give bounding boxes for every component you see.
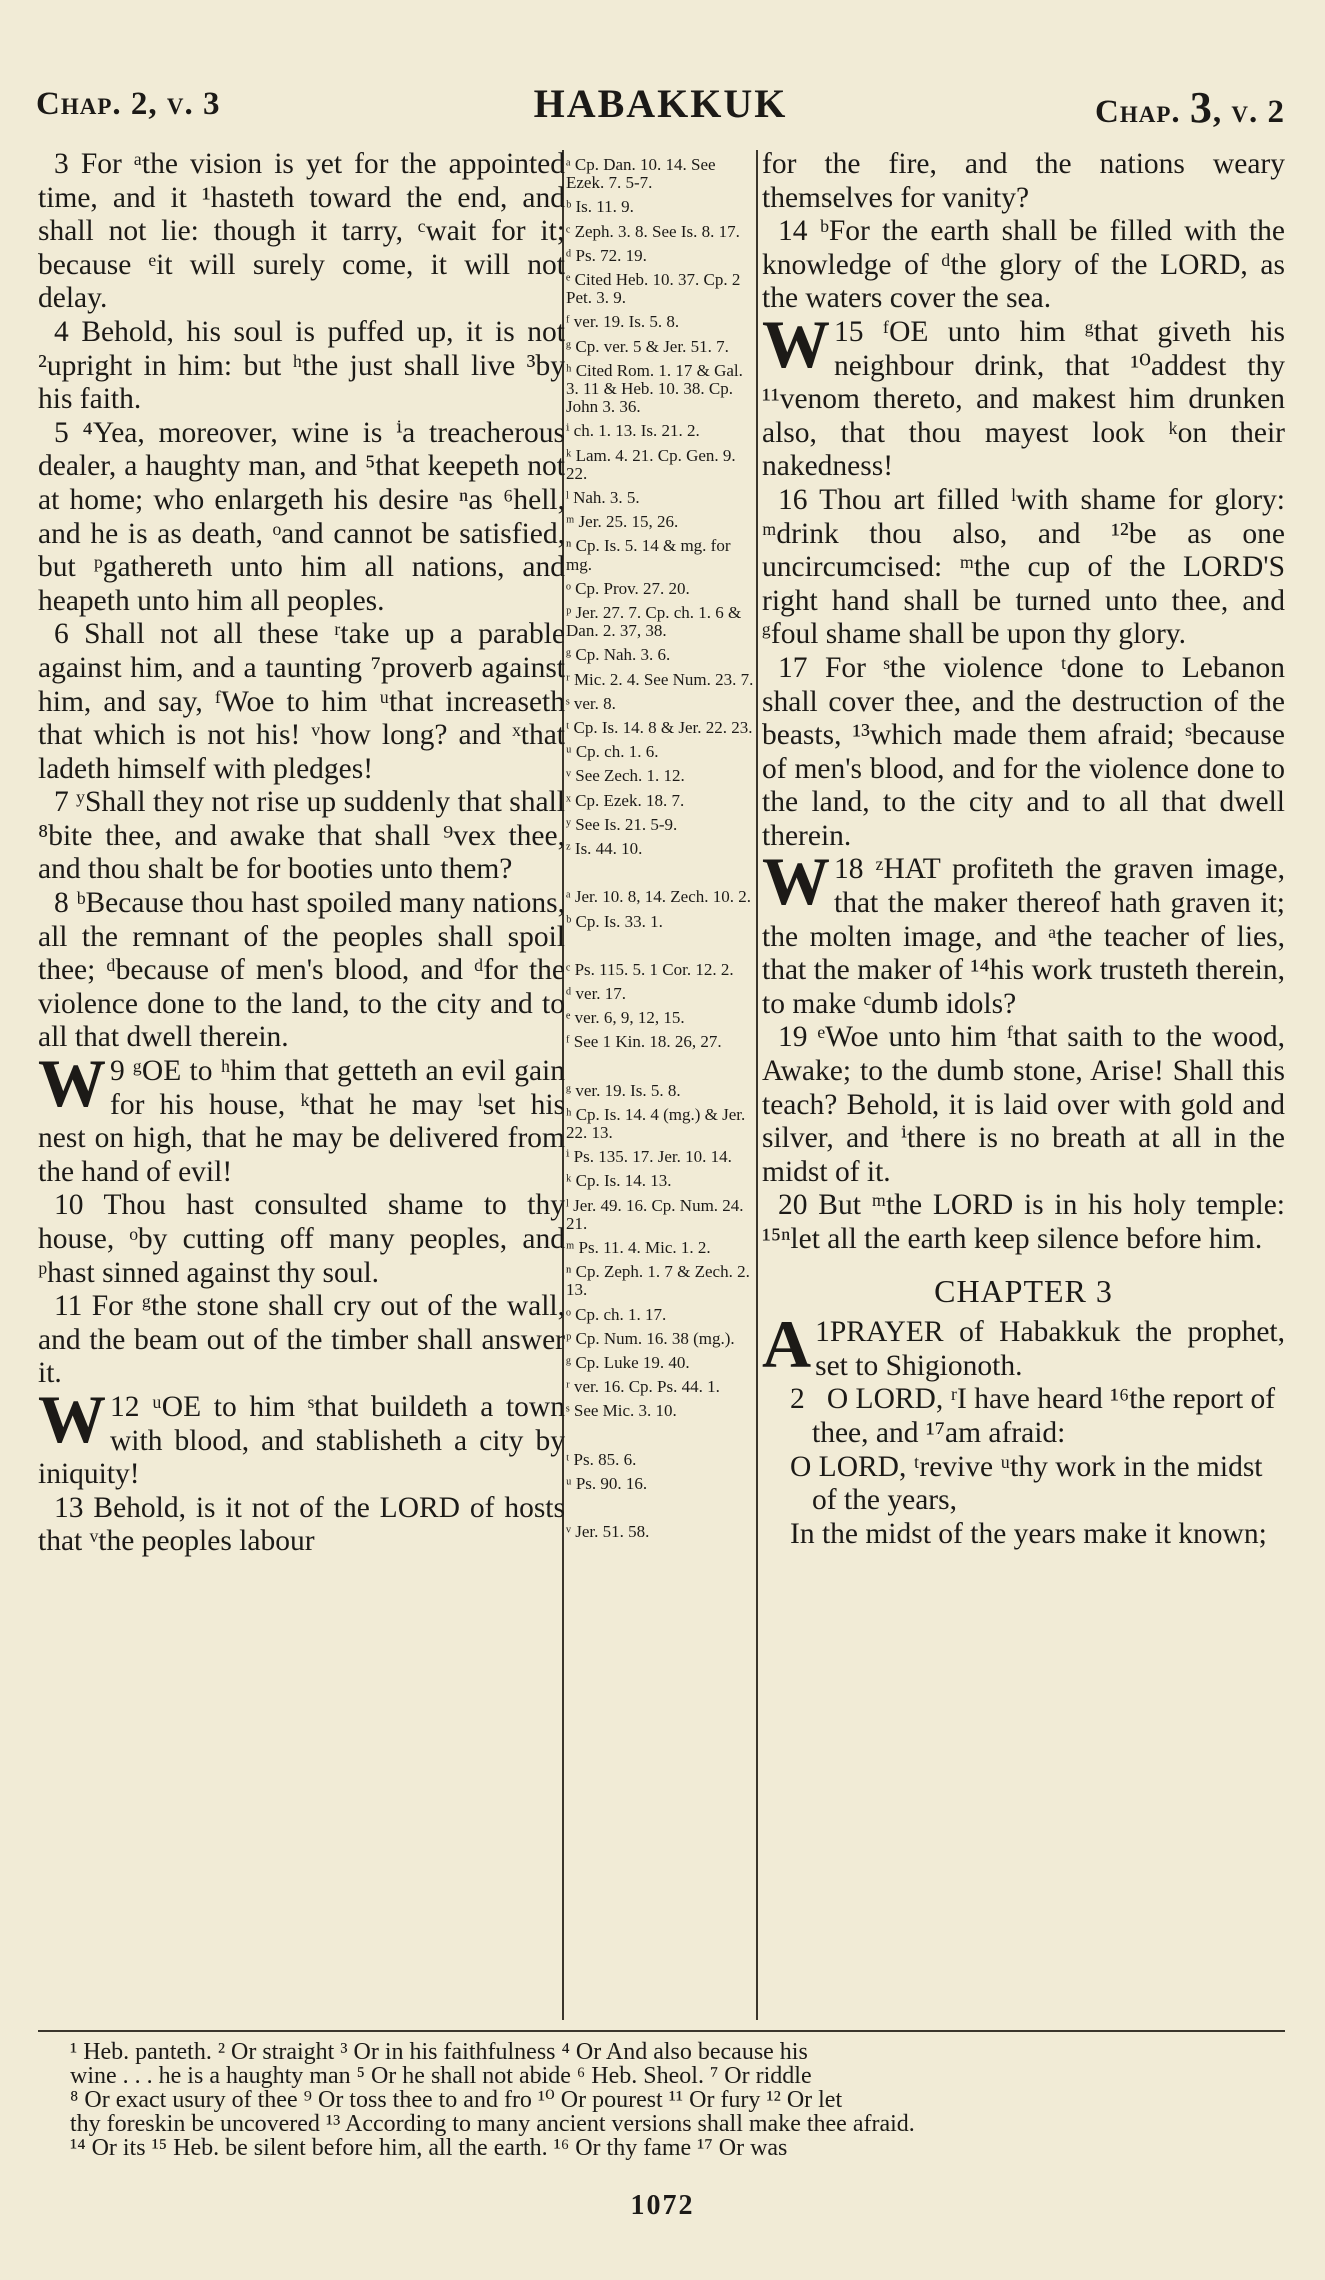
footnotes bbox=[70, 2040, 1285, 2160]
drop-cap-w-12: W bbox=[38, 1380, 106, 1457]
cross-reference-item: ᵇ Cp. Is. 33. 1. bbox=[566, 911, 663, 931]
cross-reference-item: ᵉ Cited Heb. 10. 37. Cp. 2 Pet. 3. 9. bbox=[566, 270, 741, 308]
verse-2-4: 4 Behold, his soul is puffed up, it is not ²upright in him: but ʰthe just shall live ³by his faith. bbox=[38, 315, 565, 416]
cross-reference-item: ᵗ Cp. Is. 14. 8 & Jer. 22. 23. bbox=[566, 718, 753, 738]
verse-2-18 bbox=[762, 843, 1285, 1021]
cross-reference-item: ⁿ Cp. Zeph. 1. 7 & Zech. 2. 13. bbox=[566, 1262, 750, 1300]
verse-2-14: 14 ᵇFor the earth shall be filled with the knowledge of ᵈthe glory of the LORD, as the waters cover the sea. bbox=[762, 215, 1285, 315]
poem-line-1: O LORD, ʳI have heard ¹⁶the report of thee, and ¹⁷am afraid: bbox=[812, 1383, 1276, 1449]
cross-reference-item: ᵖ Cp. Num. 16. 38 (mg.). bbox=[566, 1328, 735, 1348]
verse-3-1-text: PRAYER of Habakkuk the prophet, set to Shigionoth. bbox=[815, 1316, 1285, 1382]
cross-reference-item: ᵍ Cp. ver. 5 & Jer. 51. 7. bbox=[566, 336, 729, 356]
cross-reference-item: ᵒ Cp. Prov. 27. 20. bbox=[566, 578, 690, 598]
cross-reference-item: ᵐ Jer. 25. 15, 26. bbox=[566, 512, 679, 532]
verse-2-9-number: 9 ᵍ bbox=[110, 1055, 142, 1088]
cross-reference-item: ᵘ Ps. 90. 16. bbox=[566, 1473, 648, 1493]
verse-2-5: 5 ⁴Yea, moreover, wine is ⁱa treacherous dealer, a haughty man, and ⁵that keepeth not at home; who enlargeth his desire ⁿas ⁶hell, and he is as death, ᵒand cannot be satisfied, but ᵖgathereth unto him all nations, and heapeth unto him all peoples. bbox=[38, 416, 565, 617]
footnote-line-4: thy foreskin be uncovered ¹³ According to many ancient versions shall make thee afraid. bbox=[70, 2112, 915, 2136]
cross-reference-item: ʳ Mic. 2. 4. See Num. 23. 7. bbox=[566, 669, 754, 689]
drop-cap-w-9: W bbox=[38, 1045, 106, 1122]
cross-reference-item: ᶻ Is. 44. 10. bbox=[566, 839, 643, 859]
cross-reference-item: ᶜ Zeph. 3. 8. See Is. 8. 17. bbox=[566, 221, 740, 241]
header-right-suffix: , v. 2 bbox=[1212, 94, 1285, 130]
reference-gap bbox=[566, 937, 756, 961]
verse-3-2-number: 2 bbox=[790, 1383, 805, 1416]
verse-2-8: 8 ᵇBecause thou hast spoiled many nations, all the remnant of the peoples shall spoil thee; ᵈbecause of men's blood, and ᵈfor the violence done to the land, to the city and to all that dwell therein. bbox=[38, 887, 565, 1054]
cross-reference-item: ᵈ ver. 17. bbox=[566, 983, 627, 1003]
page-header bbox=[36, 76, 1285, 136]
cross-reference-item: ᵃ Cp. Dan. 10. 14. See Ezek. 7. 5-7. bbox=[566, 155, 716, 193]
verse-2-13-continued: for the fire, and the nations weary themselves for vanity? bbox=[762, 148, 1285, 214]
verse-2-15 bbox=[762, 305, 1286, 484]
verse-2-7: 7 ʸShall they not rise up suddenly that shall ⁸bite thee, and awake that shall ⁹vex thee, and thou shalt be for booties unto them? bbox=[38, 786, 565, 886]
cross-reference-item: ᵏ Lam. 4. 21. Cp. Gen. 9. 22. bbox=[566, 445, 736, 483]
cross-reference-item: ᵏ Cp. Is. 14. 13. bbox=[566, 1171, 672, 1191]
cross-reference-item: ˡ Nah. 3. 5. bbox=[566, 488, 640, 508]
verse-2-15-number: 15 ᶠ bbox=[834, 315, 890, 348]
chapter-3-heading: CHAPTER 3 bbox=[934, 1272, 1113, 1309]
cross-reference-item: ᵗ Ps. 85. 6. bbox=[566, 1449, 637, 1469]
reference-gap bbox=[566, 1499, 756, 1523]
cross-reference-item: ᵍ Cp. Luke 19. 40. bbox=[566, 1352, 690, 1372]
reference-gap bbox=[566, 864, 756, 888]
cross-reference-item: ᵛ See Zech. 1. 12. bbox=[566, 766, 685, 786]
header-right-reference bbox=[1095, 82, 1285, 133]
cross-reference-item: ᵛ Jer. 51. 58. bbox=[566, 1521, 650, 1541]
cross-reference-item: ᵘ Cp. ch. 1. 6. bbox=[566, 742, 659, 762]
header-right-prefix: Chap. bbox=[1094, 94, 1190, 130]
cross-reference-column bbox=[566, 156, 756, 1547]
cross-reference-item: ˢ ver. 8. bbox=[566, 693, 616, 713]
verse-2-9 bbox=[38, 1045, 565, 1189]
footnote-line-5: ¹⁴ Or its ¹⁵ Heb. be silent before him, all the earth. ¹⁶ Or thy fame ¹⁷ Or was bbox=[70, 2136, 788, 2160]
verse-2-16: 16 Thou art filled ˡwith shame for glory: ᵐdrink thou also, and ¹²be as one uncircumcised: ᵐthe cup of the LORD'S right hand shall be turned unto thee, and ᵍfoul shame shall be upon thy glory. bbox=[762, 483, 1285, 651]
verse-2-11: 11 For ᵍthe stone shall cry out of the wall, and the beam out of the timber shall answer it. bbox=[38, 1290, 565, 1390]
page-number: 1072 bbox=[630, 2190, 695, 2221]
drop-cap-w-18: W bbox=[762, 843, 830, 920]
verse-3-1 bbox=[762, 1306, 1285, 1383]
cross-reference-item: ᵍ Cp. Nah. 3. 6. bbox=[566, 645, 671, 665]
verse-2-13: 13 Behold, is it not of the LORD of hosts that ᵛthe peoples labour bbox=[38, 1491, 565, 1558]
footnote-line-2: wine . . . he is a haughty man ⁵ Or he shall not abide ⁶ Heb. Sheol. ⁷ Or riddle bbox=[70, 2064, 812, 2088]
cross-reference-item: ⁱ ch. 1. 13. Is. 21. 2. bbox=[566, 421, 700, 441]
verse-2-3: 3 For ᵃthe vision is yet for the appointed time, and it ¹hasteth toward the end, and shall not lie: though it tarry, ᶜwait for it; because ᵉit will surely come, it will not delay. bbox=[38, 148, 565, 315]
verse-2-18-number: 18 ᶻ bbox=[834, 853, 884, 886]
verse-3-2-line-1 bbox=[762, 1383, 1285, 1450]
header-book-title: HABAKKUK bbox=[533, 81, 788, 126]
poem-line-2: O LORD, ᵗrevive ᵘthy work in the midst of the years, bbox=[790, 1450, 1263, 1517]
cross-reference-item: ᶜ Ps. 115. 5. 1 Cor. 12. 2. bbox=[566, 959, 734, 979]
header-right-chapter: 3 bbox=[1189, 83, 1213, 132]
verse-2-12-number: 12 ᵘ bbox=[110, 1390, 162, 1423]
cross-reference-item: ᵍ ver. 19. Is. 5. 8. bbox=[566, 1080, 681, 1100]
cross-reference-item: ʰ Cp. Is. 14. 4 (mg.) & Jer. 22. 13. bbox=[566, 1104, 746, 1142]
cross-reference-item: ʰ Cited Rom. 1. 17 & Gal. 3. 11 & Heb. 10. 38. Cp. John 3. 36. bbox=[566, 360, 743, 417]
cross-reference-item: ᵇ Is. 11. 9. bbox=[566, 197, 634, 217]
verse-2-20: 20 But ᵐthe LORD is in his holy temple: ¹⁵ⁿlet all the earth keep silence before him. bbox=[762, 1189, 1285, 1255]
cross-reference-item: ˡ Jer. 49. 16. Cp. Num. 24. 21. bbox=[566, 1195, 744, 1233]
column-rule-right bbox=[756, 150, 758, 2020]
cross-reference-item: ʸ See Is. 21. 5-9. bbox=[566, 814, 678, 834]
drop-cap-w-15: W bbox=[762, 305, 830, 382]
reference-gap bbox=[566, 1427, 756, 1451]
verse-2-9-text: OE to ʰhim that getteth an evil gain for his house, ᵏthat he may ˡset his nest on high, that he may be delivered from the hand of evil! bbox=[38, 1055, 565, 1188]
cross-reference-item: ˣ Cp. Ezek. 18. 7. bbox=[566, 790, 685, 810]
verse-3-1-number: 1 bbox=[815, 1316, 830, 1349]
footnote-line-3: ⁸ Or exact usury of thee ⁹ Or toss thee to and fro ¹⁰ Or pourest ¹¹ Or fury ¹² Or let bbox=[70, 2088, 843, 2112]
cross-reference-item: ʳ ver. 16. Cp. Ps. 44. 1. bbox=[566, 1377, 720, 1397]
verse-2-10: 10 Thou hast consulted shame to thy house, ᵒby cutting off many peoples, and ᵖhast sinned against thy soul. bbox=[38, 1189, 565, 1289]
verse-2-19: 19 ᵉWoe unto him ᶠthat saith to the wood, Awake; to the dumb stone, Arise! Shall this teach? Behold, it is laid over with gold and silver, and ⁱthere is no breath at all in the midst of it. bbox=[762, 1021, 1285, 1188]
cross-reference-item: ᵒ Cp. ch. 1. 17. bbox=[566, 1304, 667, 1324]
verse-2-17: 17 For ˢthe violence ᵗdone to Lebanon shall cover thee, and the destruction of the beasts, ¹³which made them afraid; ˢbecause of men's blood, and for the violence done to the land, to the city and to all that dwell therein. bbox=[762, 651, 1285, 852]
cross-reference-item: ⁿ Cp. Is. 5. 14 & mg. for mg. bbox=[566, 536, 731, 574]
verse-3-2-line-3 bbox=[762, 1518, 1285, 1552]
cross-reference-item: ᵖ Jer. 27. 7. Cp. ch. 1. 6 & Dan. 2. 37, 38. bbox=[566, 603, 742, 641]
cross-reference-item: ᵈ Ps. 72. 19. bbox=[566, 245, 647, 265]
cross-reference-item: ᵃ Jer. 10. 8, 14. Zech. 10. 2. bbox=[566, 887, 752, 907]
verse-2-6: 6 Shall not all these ʳtake up a parable against him, and a taunting ⁷proverb against him, and say, ᶠWoe to him ᵘthat increaseth that which is not his! ᵛhow long? and ˣthat ladeth himself with pledges! bbox=[38, 618, 565, 785]
cross-reference-item: ᶠ See 1 Kin. 18. 26, 27. bbox=[566, 1032, 722, 1052]
verse-2-12 bbox=[38, 1380, 565, 1492]
right-text-column bbox=[762, 148, 1285, 1551]
cross-reference-item: ᵐ Ps. 11. 4. Mic. 1. 2. bbox=[566, 1237, 711, 1257]
verse-3-2-line-2 bbox=[762, 1451, 1285, 1518]
header-left-reference: Chap. 2, v. 3 bbox=[36, 86, 221, 122]
cross-reference-item: ˢ See Mic. 3. 10. bbox=[566, 1401, 677, 1421]
cross-reference-item: ᶠ ver. 19. Is. 5. 8. bbox=[566, 312, 680, 332]
verse-2-15-text: OE unto him ᵍthat giveth his neighbour drink, that ¹⁰addest thy ¹¹venom thereto, and makest him drunken also, that thou mayest look ᵏon their nakedness! bbox=[762, 315, 1286, 483]
verse-2-18-text: HAT profiteth the graven image, that the maker thereof hath graven it; the molten image, and ᵃthe teacher of lies, that the maker of ¹⁴his work trusteth therein, to make ᶜdumb idols? bbox=[762, 853, 1285, 1020]
footnote-line-1: ¹ Heb. panteth. ² Or straight ³ Or in his faithfulness ⁴ Or And also because his bbox=[70, 2040, 808, 2064]
drop-cap-a: A bbox=[762, 1306, 812, 1383]
footnote-rule bbox=[38, 2030, 1285, 2032]
reference-gap bbox=[566, 1058, 756, 1082]
verse-2-12-text: OE to him ˢthat buildeth a town with blood, and stablisheth a city by iniquity! bbox=[38, 1390, 565, 1491]
cross-reference-item: ⁱ Ps. 135. 17. Jer. 10. 14. bbox=[566, 1147, 732, 1167]
cross-reference-item: ᵉ ver. 6, 9, 12, 15. bbox=[566, 1008, 685, 1028]
poem-line-3: In the midst of the years make it known; bbox=[790, 1517, 1267, 1550]
left-text-column bbox=[38, 148, 565, 1559]
